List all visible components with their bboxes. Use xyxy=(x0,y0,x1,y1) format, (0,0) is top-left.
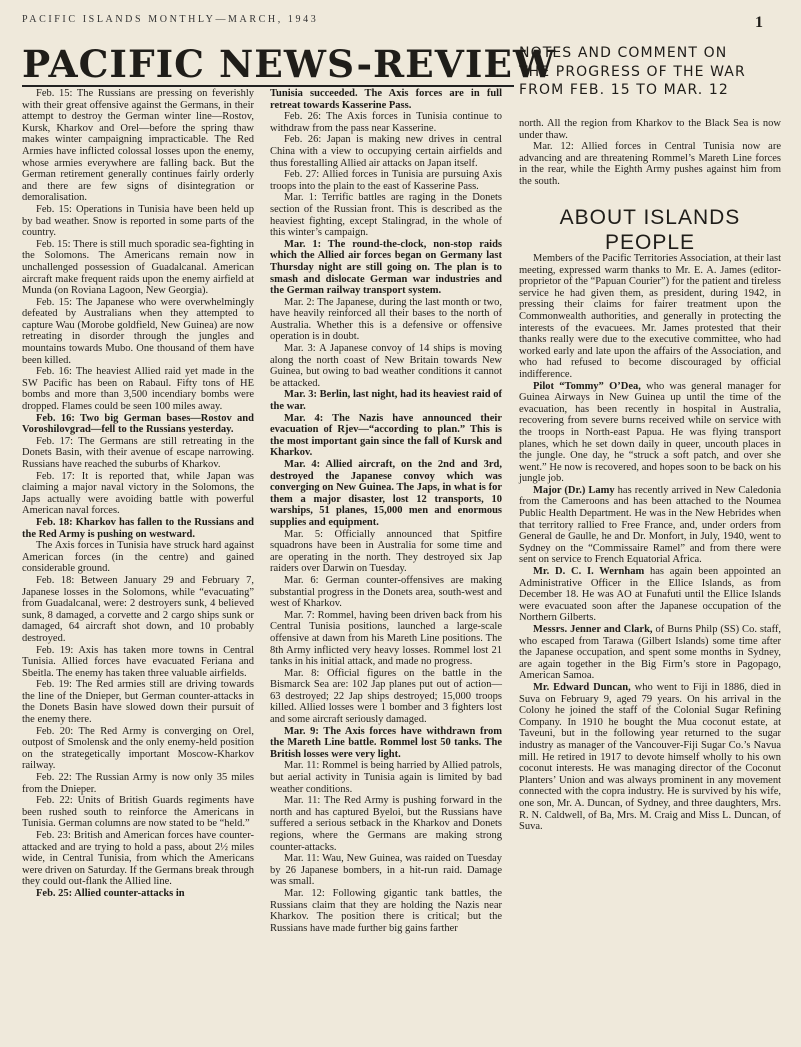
islands-people-column xyxy=(519,253,781,833)
news-paragraph: Mar. 3: A Japanese convoy of 14 ships is moving along the north coast of New Britain towards New Guinea, but owing to bad weather conditions it cannot be attacked. xyxy=(270,343,502,389)
news-paragraph: Mar. 4: The Nazis have announced their evacuation of Rjev—“according to plan.” This is the most important gain since the fall of Kursk and Kharkov. xyxy=(270,412,502,459)
news-paragraph: Mar. 6: German counter-offensives are making substantial progress in the Donets area, south-west and west of Kharkov. xyxy=(270,574,502,610)
news-paragraph: Feb. 22: The Russian Army is now only 35 miles from the Dnieper. xyxy=(22,772,254,795)
news-paragraph: Feb. 16: The heaviest Allied raid yet made in the SW Pacific has been on Rabaul. Fifty tons of HE bombs and more than 3,500 incendiary bombs were dropped. Flames could be seen 100 miles away. xyxy=(22,366,254,413)
news-paragraph: Mar. 12: Allied forces in Central Tunisia now are advancing and are threatening Rommel’s Mareth Line forces in the rear, while the Eighth Army pushes against him from the south. xyxy=(519,141,781,187)
news-paragraph: Mar. 2: The Japanese, during the last month or two, have heavily reinforced all their bases to the north of Australia. Whether this is a defensive or offensive operation is in doubt. xyxy=(270,296,502,343)
news-paragraph: north. All the region from Kharkov to the Black Sea is now under thaw. xyxy=(519,118,781,141)
news-paragraph: Feb. 25: Allied counter-attacks in xyxy=(36,887,185,899)
news-paragraph: Feb. 15: Operations in Tunisia have been held up by bad weather. Snow is reported in some parts of the country. xyxy=(22,203,254,239)
news-paragraph: Mar. 11: The Red Army is pushing forward in the north and has captured Byeloi, but the Russians have suffered a serious setback in the Kharkov and Donets regions, where the Germans are making strong counter-attacks. xyxy=(270,795,502,853)
people-paragraph xyxy=(519,624,781,682)
people-paragraph xyxy=(519,381,781,485)
news-paragraph: Mar. 3: Berlin, last night, had its heaviest raid of the war. xyxy=(270,389,502,413)
news-paragraph: Feb. 22: Units of British Guards regiments have been rushed south to reinforce the Americans in Tunisia. German columns are now stated to be “held.” xyxy=(22,795,254,830)
page-number: 1 xyxy=(755,14,763,31)
news-paragraph: Feb. 15: The Japanese who were overwhelmingly defeated by Australians when they attempted to capture Wau (Morobe goldfield, New Guinea) are now retreating in disorder through the jungles and mountains towards Mubo. One thousand of them have been killed. xyxy=(22,296,254,366)
paragraph-text: who was general manager for Guinea Airways in New Guinea up until the time of the evacuation, has been recently in hospital in Australia, recovering from severe burns received while on service with the troops in North-east Papua. He was flying transport planes, which he set down daily in queer, uncouth places in the jungle. One day, he “struck a soft patch, and over she went.” He now is recovered, and hopes soon to be back on his jungle job. xyxy=(519,380,782,485)
people-paragraph xyxy=(519,566,781,624)
notes-heading-line: FROM FEB. 15 TO MAR. 12 xyxy=(519,82,729,98)
about-islands-heading: ABOUT ISLANDS PEOPLE xyxy=(559,206,741,254)
news-paragraph: Feb. 27: Allied forces in Tunisia are pursuing Axis troops into the plain to the east of Kasserine Pass. xyxy=(270,169,502,192)
news-paragraph: Mar. 1: The round-the-clock, non-stop raids which the Allied air forces began on Germany last Thursday night are still going on. The plan is to smash and dislocate German war industries and the German railway transport system. xyxy=(270,238,502,297)
news-column-3 xyxy=(519,118,781,188)
news-paragraph: Tunisia succeeded. The Axis forces are in full retreat towards Kasserine Pass. xyxy=(270,88,502,111)
news-paragraph: Feb. 26: Japan is making new drives in central China with a view to occupying certain airfields and thus forestalling Allied air attacks on Japan itself. xyxy=(270,134,502,169)
person-name: Major (Dr.) Lamy xyxy=(533,484,615,496)
news-column-1 xyxy=(22,88,254,900)
news-column-2 xyxy=(270,88,502,934)
news-paragraph: Feb. 19: The Red armies still are driving towards the line of the Dnieper, but German counter-attacks in the Donets Basin have slowed down their pursuit of the enemy there. xyxy=(22,679,254,726)
news-paragraph: Feb. 18: Between January 29 and February 7, Japanese losses in the Solomons, while “evacuating” from Guadalcanal, were: 2 destroyers sunk, 4 believed sunk, 8 damaged, a corvette and 2 cargo ships sunk or damaged, 64 aircraft shot down, and 10 probably destroyed. xyxy=(22,574,254,644)
news-paragraph: Feb. 16: Two big German bases—Rostov and Voroshilovgrad—fell to the Russians yesterday. xyxy=(22,412,254,436)
paragraph-text: Members of the Pacific Territories Association, at their last meeting, expressed warm thanks to Mr. E. A. James (editor-proprietor of the “Papuan Courier”) for the patient and tireless service he had given them, as president, during 1942, in pressing their claims for fairer treatment upon the Commonwealth authorities, and generally in protecting the interests of the evacuees. Mr. James protested that their thanks really were due to the executive committee, who had worked early and late upon the affairs of the Association, and who had refused to become discouraged by official indifference. xyxy=(519,253,781,380)
news-paragraph: Feb. 18: Kharkov has fallen to the Russians and the Red Army is pushing on westward. xyxy=(22,516,254,540)
person-name: Pilot “Tommy” O’Dea, xyxy=(533,380,641,392)
people-paragraph xyxy=(519,682,781,833)
person-name: Mr. Edward Duncan, xyxy=(533,681,631,693)
people-paragraph xyxy=(519,253,781,381)
news-paragraph: Feb. 17: The Germans are still retreating in the Donets Basin, with their avenue of escape narrowing. Russians have reached the suburbs of Kharkov. xyxy=(22,435,254,470)
news-paragraph: Mar. 11: Wau, New Guinea, was raided on Tuesday by 26 Japanese bombers, in a hit-run raid. Damage was small. xyxy=(270,853,502,888)
news-paragraph: Mar. 8: Official figures on the battle in the Bismarck Sea are: 102 Jap planes put out of action—63 destroyed; 22 Jap ships destroyed; 15,000 troops killed. Allied losses were 1 bomber and 3 fighters lost and some aircraft seriously damaged. xyxy=(270,667,502,726)
news-paragraph: Mar. 5: Officially announced that Spitfire squadrons have been in Australia for some time and are operating in the north. They destroyed six Jap raiders over Darwin on Tuesday. xyxy=(270,528,502,575)
news-paragraph: Feb. 20: The Red Army is converging on Orel, outpost of Smolensk and the only enemy-held position on the strategetically important Moscow-Kharkov railway. xyxy=(22,725,254,772)
news-paragraph: Mar. 11: Rommel is being harried by Allied patrols, but aerial activity in Tunisia again is limited by bad weather conditions. xyxy=(270,760,502,795)
news-paragraph: Feb. 26: The Axis forces in Tunisia continue to withdraw from the pass near Kasserine. xyxy=(270,111,502,134)
masthead-rule xyxy=(22,85,514,87)
person-name: Mr. D. C. I. Wernham xyxy=(533,566,645,578)
news-paragraph: Mar. 9: The Axis forces have withdrawn from the Mareth Line battle. Rommel lost 50 tanks. The British losses were very light. xyxy=(270,725,502,760)
news-paragraph: The Axis forces in Tunisia have struck hard against American forces (in the centre) and gained considerable ground. xyxy=(22,540,254,575)
people-paragraph xyxy=(519,485,781,566)
news-paragraph: Mar. 12: Following gigantic tank battles, the Russians claim that they are holding the Nazis near Kharkov. The position there is critical; but the Russians have made further big gains farther xyxy=(270,887,502,934)
masthead-title: PACIFIC NEWS-REVIEW xyxy=(22,42,557,86)
paragraph-text: has recently arrived in New Caledonia from the Cameroons and has been attached to the Noumea Public Health Department. He was in the New Hebrides when that territory rallied to Free France, and, under orders from General de Gaulle, he and Dr. Monfort, in July, 1940, went to Sydney on the “Commissaire Ramel” and from there were sent on service to French Equatorial Africa. xyxy=(519,484,781,566)
news-paragraph: Feb. 15: The Russians are pressing on feverishly with their great offensive against the Germans, in their attempt to destroy the German winter line—Rostov, Kursk, Kharkov and Orel—before the spring thaw makes winter campaigning impracticable. The Red Armies have inflicted colossal losses upon the enemy, whose armies everywhere are falling back. But the German retirement generally continues fairly orderly and there are few signs of disintegration or demoralisation. xyxy=(22,88,254,204)
news-paragraph: Feb. 17: It is reported that, while Japan was claiming a major naval victory in the Solomons, the Japs actually were avoiding battle with powerful American naval forces. xyxy=(22,470,254,517)
news-paragraph: Feb. 23: British and American forces have counter-attacked and are trying to hold a pass, about 2½ miles wide, in Central Tunisia, from which the Americans were driven on Saturday. If the Germans break through they could out-flank the Allied line. xyxy=(22,830,254,888)
news-paragraph: Mar. 4: Allied aircraft, on the 2nd and 3rd, destroyed the Japanese convoy which was converging on New Guinea. The Japs, in what is for them a major disaster, lost 12 transports, 10 warships, 51 planes, 15,000 men and enormous supplies and equipment. xyxy=(270,459,502,528)
paragraph-text: has again been appointed an Administrative Officer in the Ellice Islands, as from December 18. He was AO at Funafuti until the Ellice Islands were evacuated soon after the Japanese occupation of the Northern Gilberts. xyxy=(519,566,781,624)
running-head: PACIFIC ISLANDS MONTHLY—MARCH, 1943 xyxy=(22,14,319,25)
news-paragraph: Mar. 1: Terrific battles are raging in the Donets section of the Russian front. This is described as the heaviest fighting, except Stalingrad, in the whole of this winter’s campaign. xyxy=(270,192,502,239)
paragraph-text: who went to Fiji in 1886, died in Suva on February 9, aged 79 years. On his arrival in the Colony he joined the staff of the Colonial Sugar Refining Company. In 1910 he bought the Mua coconut estate, at Taveuni, but in the following year returned to the sugar industry as manager of the Vancouver-Fiji Sugar Co.’s Navua mill. He retired in 1917 to devote himself wholly to his own coconut interests. He was managing director of the Coconut Planters’ Union and was always prominent in any movement connected with the copra industry. He is survived by his wife, one son, Mr. A. Duncan, of Sydney, and three daughters, Mrs. R. N. Caldwell, of Ba, Mrs. M. Craig and Miss L. Duncan, of Suva. xyxy=(519,681,781,833)
paragraph-text: of Burns Philp (SS) Co. staff, who escaped from Tarawa (Gilbert Islands) some time after the Japanese occupation, and spent some months in Sydney, are again together in the Big Firm’s store in Pagopago, American Samoa. xyxy=(519,624,781,682)
news-paragraph: Mar. 7: Rommel, having been driven back from his Central Tunisia positions, launched a large-scale offensive at dawn from his Mareth Line positions. The 8th Army inflicted very heavy losses. Rommel lost 21 tanks in his initial attack, and made no progress. xyxy=(270,609,502,668)
news-paragraph: Feb. 15: There is still much sporadic sea-fighting in the Solomons. The Americans remain now in unchallenged possession of Guadalcanal. American aircraft make frequent raids upon the enemy airfield at Munda (on Roviana Lagoon, New Georgia). xyxy=(22,238,254,297)
person-name: Messrs. Jenner and Clark, xyxy=(533,624,653,635)
news-paragraph: Feb. 19: Axis has taken more towns in Central Tunisia. Allied forces have evacuated Feriana and Sbeitla. The enemy has taken three valuable airfields. xyxy=(22,644,254,679)
notes-heading-line: THE PROGRESS OF THE WAR xyxy=(519,63,746,80)
notes-heading xyxy=(519,44,781,100)
notes-heading-line: NOTES AND COMMENT ON xyxy=(519,45,728,61)
